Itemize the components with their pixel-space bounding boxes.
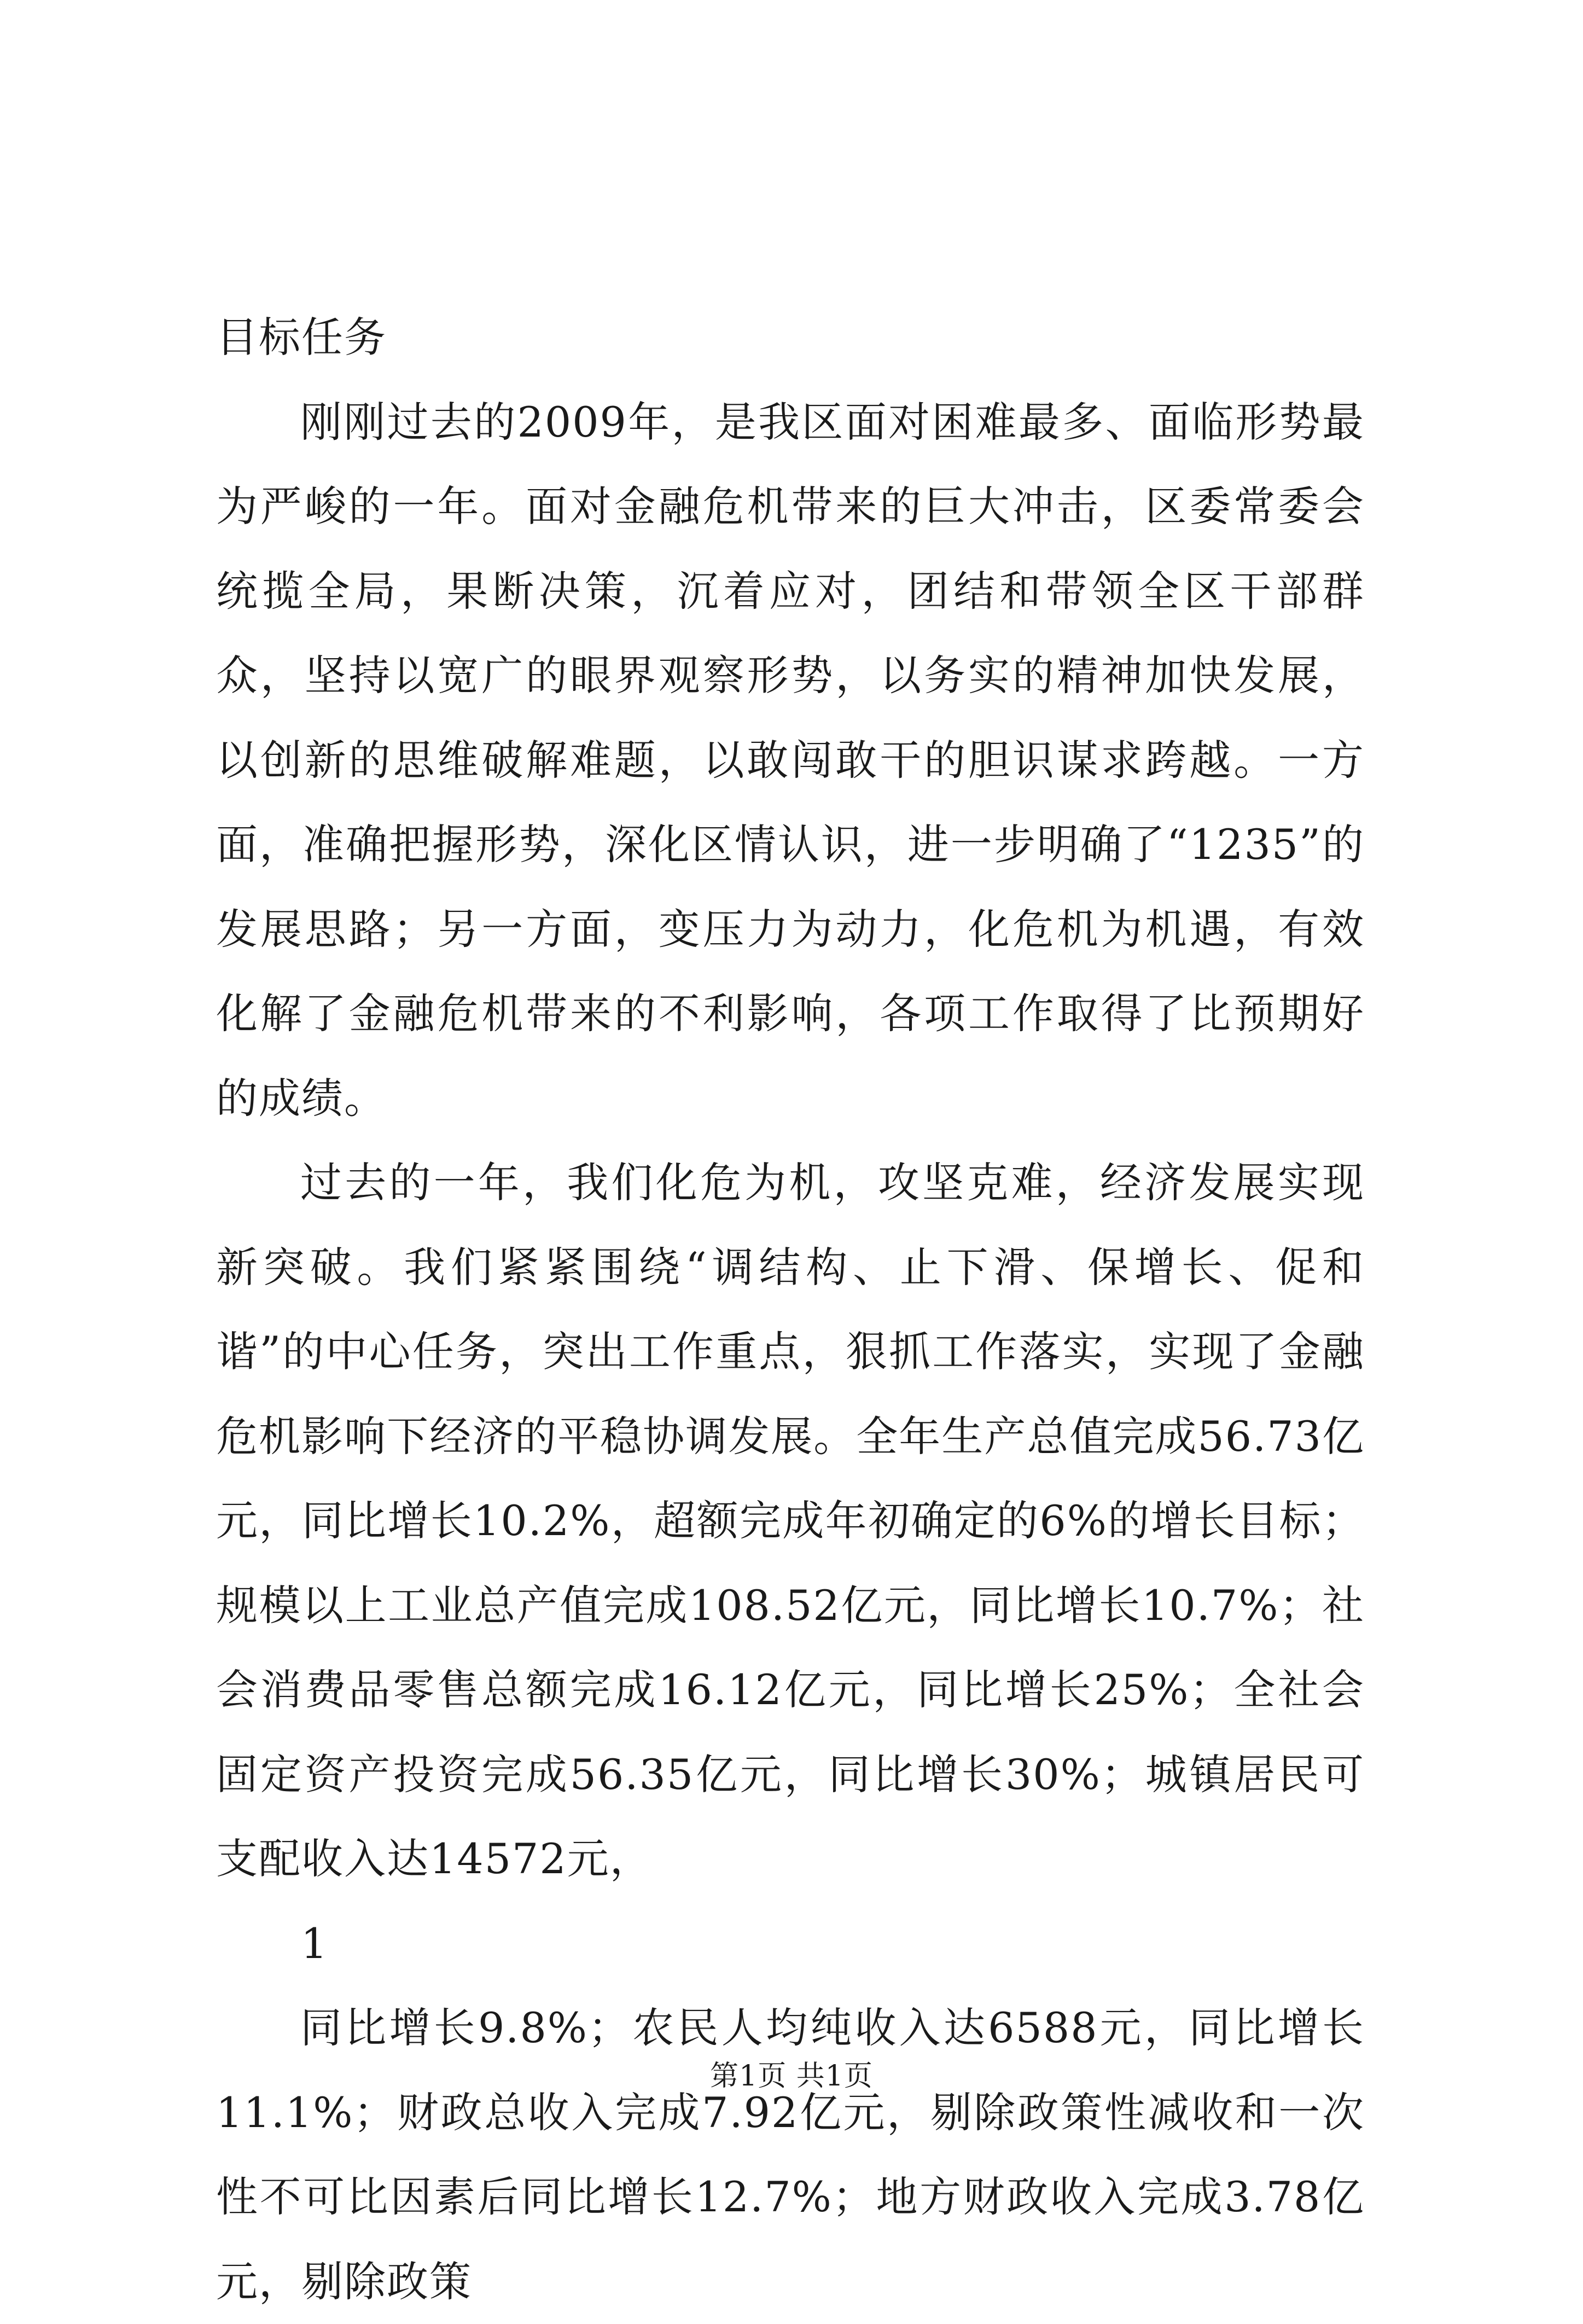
- document-body: [216, 295, 1365, 2324]
- paragraph-economic-results: 过去的一年，我们化危为机，攻坚克难，经济发展实现新突破。我们紧紧围绕“调结构、止下滑、保增长、促和谐”的中心任务，突出工作重点，狠抓工作落实，实现了金融危机影响下经济的平稳协调发展。全年生产总值完成56.73亿元，同比增长10.2%，超额完成年初确定的6%的增长目标；规模以上工业总产值完成108.52亿元，同比增长10.7%；社会消费品零售总额完成16.12亿元，同比增长25%；全社会固定资产投资完成56.35亿元，同比增长30%；城镇居民可支配收入达14572元，: [216, 1158, 1365, 1883]
- paragraph-review-2009: 刚刚过去的2009年，是我区面对困难最多、面临形势最为严峻的一年。面对金融危机带来的巨大冲击，区委常委会统揽全局，果断决策，沉着应对，团结和带领全区干部群众，坚持以宽广的眼界观察形势，以务实的精神加快发展，以创新的思维破解难题，以敢闯敢干的胆识谋求跨越。一方面，准确把握形势，深化区情认识，进一步明确了“1235”的发展思路；另一方面，变压力为动力，化危机为机遇，有效化解了金融危机带来的不利影响，各项工作取得了比预期好的成绩。: [216, 397, 1365, 1123]
- inline-page-number: 1: [301, 1919, 329, 1968]
- section-heading: 目标任务: [216, 313, 387, 362]
- paragraph-continuation: 同比增长9.8%；农民人均纯收入达6588元，同比增长11.1%；财政总收入完成7.92亿元，剔除政策性减收和一次性不可比因素后同比增长12.7%；地方财政收入完成3.78亿元，剔除政策: [216, 2003, 1365, 2306]
- page-footer: 第1页 共1页: [710, 2060, 873, 2093]
